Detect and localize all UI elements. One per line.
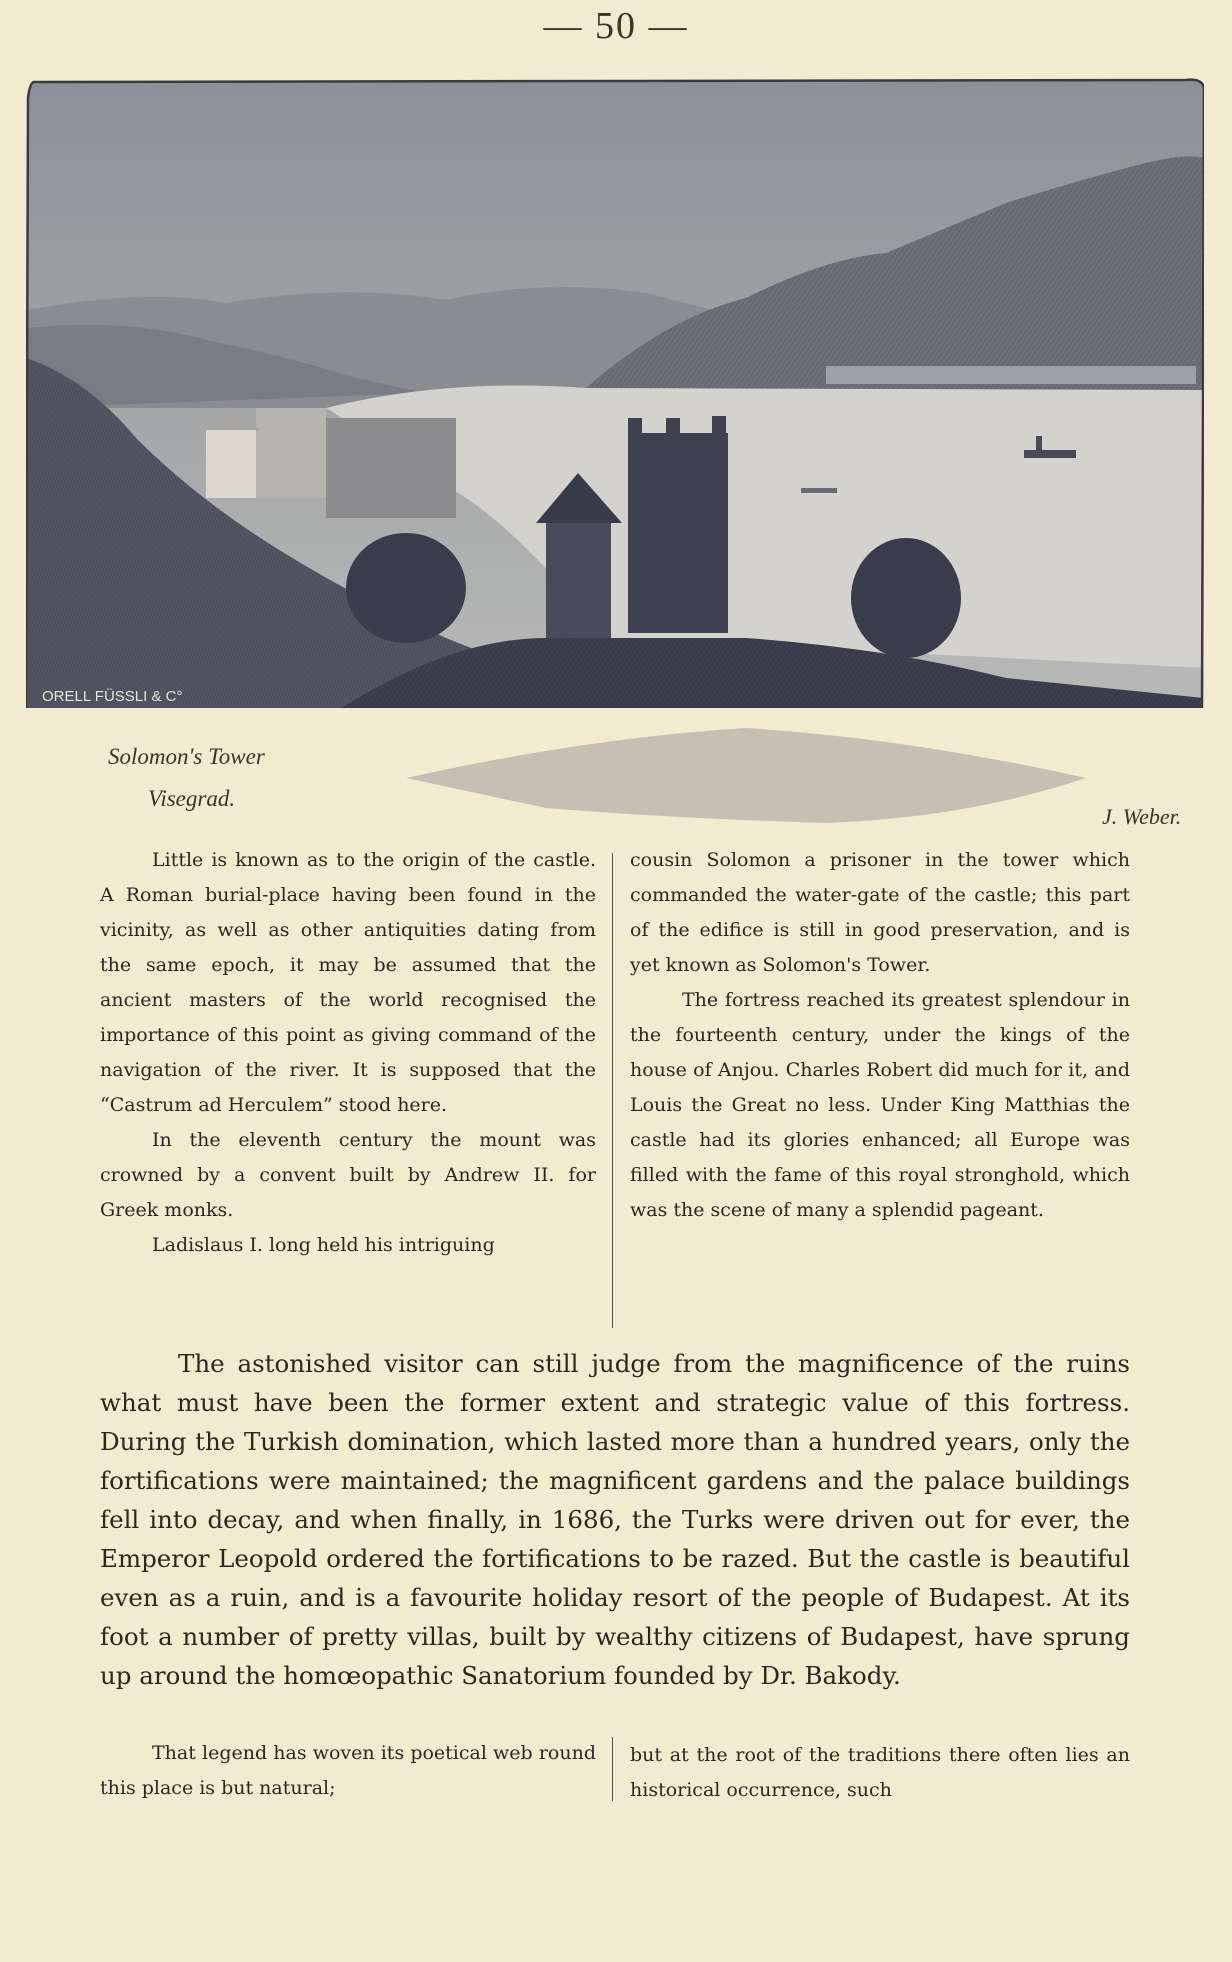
paragraph-legend: That legend has woven its poetical web round this place is but natural; [100, 1742, 596, 1799]
right-column [630, 843, 1130, 1228]
bottom-column-divider [612, 1737, 613, 1801]
engraving-solomons-tower [26, 78, 1204, 848]
paragraph-solomon: cousin Solomon a prisoner in the tower which commanded the water-gate of the castle; this part of the edifice is still in good preservation, and is yet known as Solomon's Tower. [630, 849, 1130, 976]
paragraph-splendour: The fortress reached its greatest splendour in the fourteenth century, under the kings of the house of Anjou. Charles Robert did much for it, and Louis the Great no less. Under King Matthias the castle had its glories enhanced; all Europe was filled with the fame of this royal stronghold, which was the scene of many a splendid pageant. [630, 989, 1130, 1221]
caption-title: Solomon's Tower [108, 744, 265, 769]
paragraph-ruins: The astonished visitor can still judge from the magnificence of the ruins what must have been the former extent and strategic value of this fortress. During the Turkish domination, which lasted more than a hundred years, only the fortifications were maintained; the magnificent gardens and the palace buildings fell into decay, and when finally, in 1686, the Turks were driven out for ever, the Emperor Leopold ordered the fortifications to be razed. But the castle is beautiful even as a ruin, and is a favourite holiday resort of the people of Budapest. At its foot a number of pretty villas, built by wealthy citizens of Budapest, have sprung up around the homœopathic Sanatorium founded by Dr. Bakody. [100, 1349, 1130, 1690]
paragraph-origin: Little is known as to the origin of the castle. A Roman burial-place having been found in the vicinity, as well as other antiquities dating from the same epoch, it may be assumed that the ancient masters of the world recognised the importance of this point as giving command of the navigation of the river. It is supposed that the “Castrum ad Herculem” stood here. [100, 849, 596, 1116]
paragraph-convent: In the eleventh century the mount was crowned by a convent built by Andrew II. for Greek monks. [100, 1129, 596, 1221]
column-divider [612, 853, 613, 1328]
left-column [100, 843, 596, 1263]
engraver-mark: ORELL FÜSSLI & C° [42, 688, 183, 705]
caption-location: Visegrad. [148, 786, 236, 811]
bottom-left-column [100, 1736, 596, 1806]
page-number: — 50 — [543, 5, 689, 47]
bottom-right-column [630, 1738, 1130, 1808]
paragraph-traditions: but at the root of the traditions there often lies an historical occurrence, such [630, 1744, 1130, 1801]
artist-signature: J. Weber. [1102, 804, 1182, 829]
paragraph-ladislaus: Ladislaus I. long held his intriguing [152, 1234, 495, 1256]
full-width-text [100, 1344, 1130, 1695]
